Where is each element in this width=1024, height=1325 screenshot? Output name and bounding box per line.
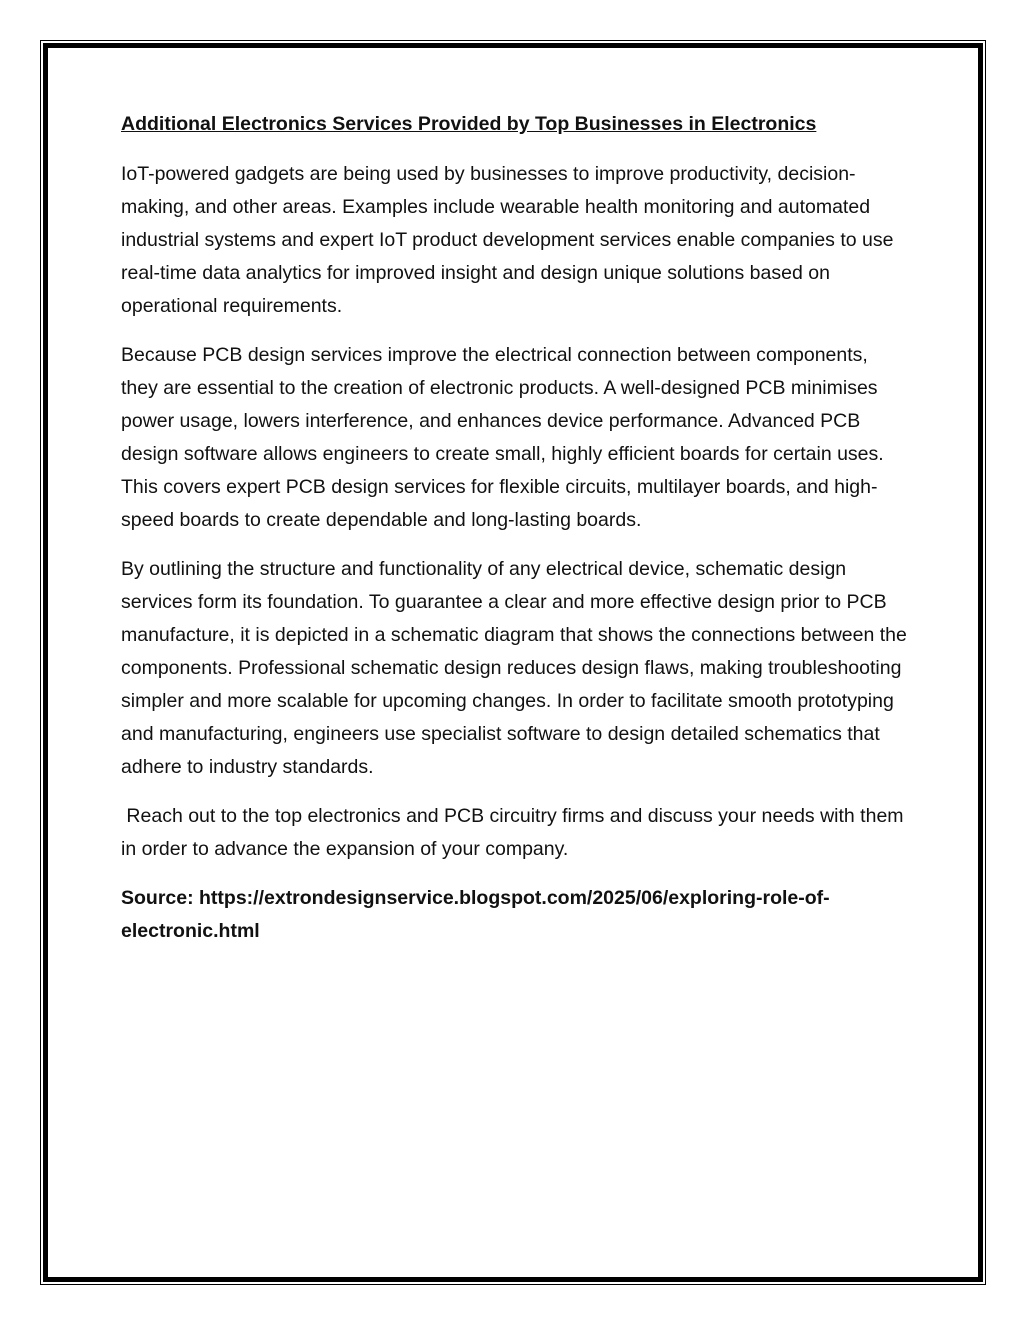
paragraph-iot: IoT-powered gadgets are being used by businesses to improve productivity, decision-making, and other areas. Examples include wearable health monitoring and automated industrial systems and expert IoT product development services enable companies to use real-time data analytics for improved insight and design unique solutions based on operational requirements. bbox=[121, 163, 894, 317]
paragraph-schematic-design: By outlining the structure and functionality of any electrical device, schematic design services form its foundation. To guarantee a clear and more effective design prior to PCB manufacture, it is depicted in a schematic diagram that shows the connections between the components. Professional schematic design reduces design flaws, making troubleshooting simpler and more scalable for upcoming changes. In order to facilitate smooth prototyping and manufacturing, engineers use specialist software to design detailed schematics that adhere to industry standards. bbox=[121, 558, 907, 778]
document-heading: Additional Electronics Services Provided by Top Businesses in Electronics bbox=[121, 113, 817, 135]
document-body bbox=[121, 109, 907, 948]
paragraph-pcb-design: Because PCB design services improve the electrical connection between components, they are essential to the creation of electronic products. A well-designed PCB minimises power usage, lowers interference, and enhances device performance. Advanced PCB design software allows engineers to create small, highly efficient boards for certain uses. This covers expert PCB design services for flexible circuits, multilayer boards, and high-speed boards to create dependable and long-lasting boards. bbox=[121, 344, 884, 531]
paragraph-call-to-action: Reach out to the top electronics and PCB circuitry firms and discuss your needs with them in order to advance the expansion of your company. bbox=[121, 805, 909, 860]
source-link[interactable]: Source: https://extrondesignservice.blogspot.com/2025/06/exploring-role-of-electronic.html bbox=[121, 887, 830, 942]
